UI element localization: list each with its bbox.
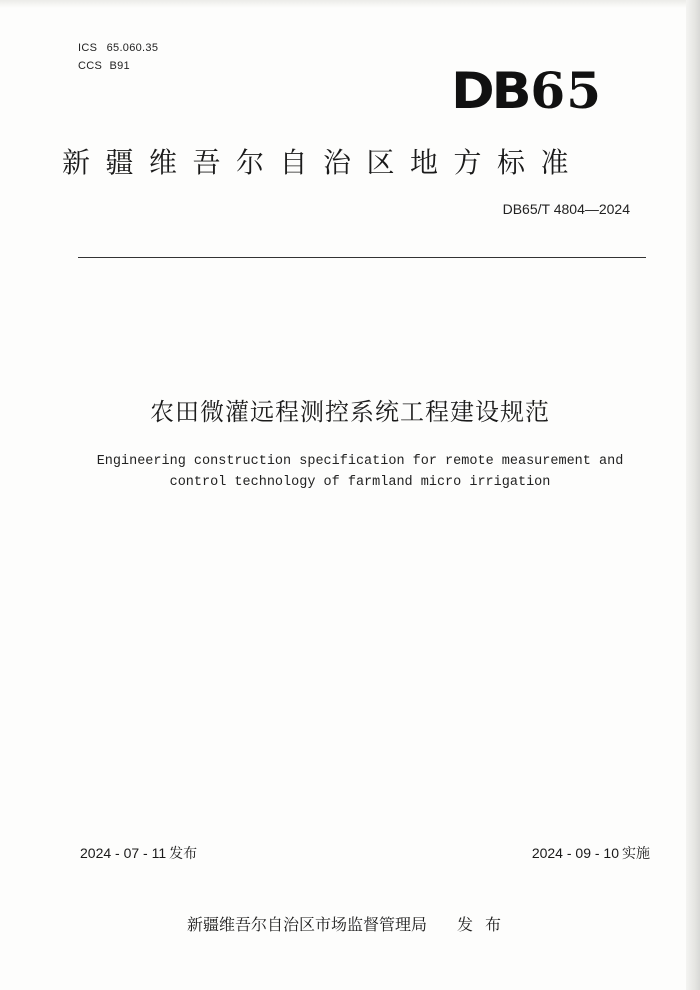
- title-english-line-1: Engineering construction specification for remote measurement and: [96, 454, 624, 469]
- publish-label: 发布: [169, 846, 198, 862]
- publish-date: 2024 - 07 - 11: [80, 845, 167, 861]
- implement-date: 2024 - 09 - 10: [531, 845, 619, 861]
- implement-label: 实施: [622, 846, 650, 862]
- logo-prefix: DB: [450, 62, 529, 120]
- title-english-line-2: control technology of farmland micro irrigation: [169, 475, 551, 490]
- scan-shadow-top: [0, 0, 700, 8]
- ccs-value: B91: [109, 60, 130, 72]
- title-chinese: 农田微灌远程测控系统工程建设规范: [150, 398, 550, 426]
- scan-shadow-right: [686, 0, 700, 990]
- ccs-code: [78, 60, 130, 72]
- db65-logo: [450, 61, 602, 120]
- ics-label: ICS: [78, 42, 98, 54]
- ics-value: 65.060.35: [106, 42, 159, 54]
- ics-code: [78, 42, 158, 54]
- issuer-name: 新疆维吾尔自治区市场监督管理局: [186, 915, 427, 934]
- title-english: [60, 451, 660, 493]
- publish-date-block: [80, 843, 197, 863]
- issuer-action: 发布: [457, 915, 514, 934]
- standard-category: 新疆维吾尔自治区地方标准: [62, 146, 585, 179]
- issuer-block: [0, 912, 700, 935]
- standard-number: DB65/T 4804—2024: [502, 201, 630, 217]
- header-divider: [78, 257, 646, 258]
- logo-number: 65: [530, 61, 602, 120]
- ccs-label: CCS: [78, 60, 103, 72]
- implement-date-block: [532, 843, 650, 863]
